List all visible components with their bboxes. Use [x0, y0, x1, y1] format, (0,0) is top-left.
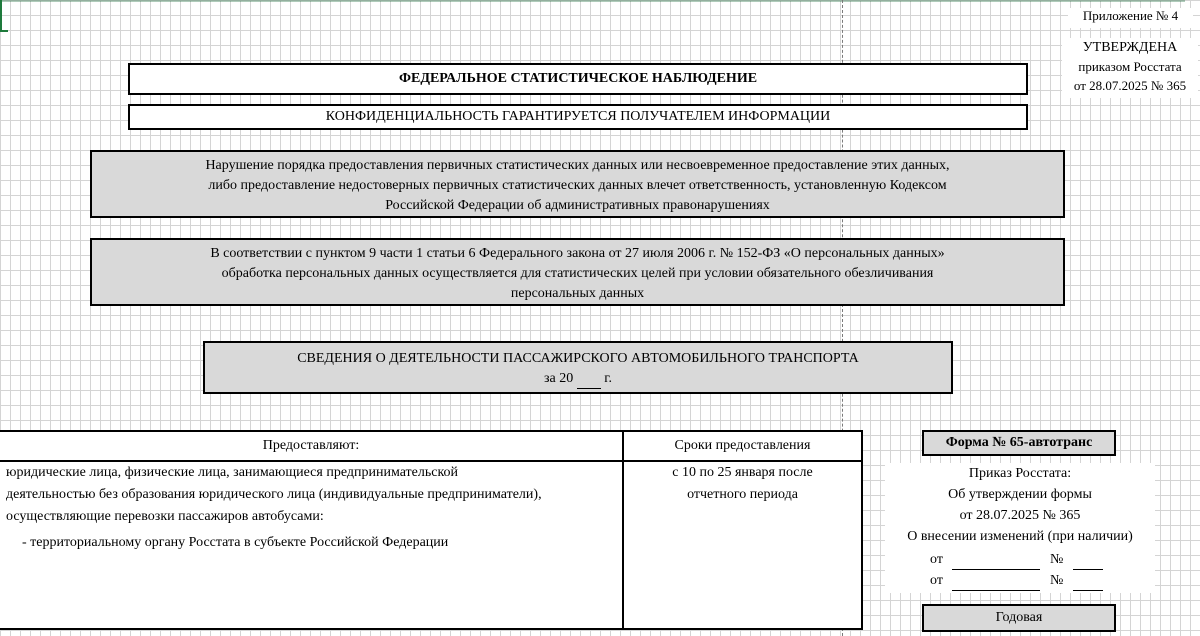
approval-date: от 28.07.2025 № 365 — [1073, 78, 1187, 93]
periodicity: Годовая — [922, 604, 1116, 632]
submitters-cell — [0, 460, 624, 630]
change-date-input[interactable] — [952, 552, 1040, 570]
personal-data-line: обработка персональных данных осуществляется для статистических целей при условии обязательного обезличивания — [221, 266, 934, 281]
submitter-line: юридические лица, физические лица, занимающиеся предпринимательской — [6, 465, 459, 480]
change-number-input[interactable] — [1073, 573, 1103, 591]
order-label: Приказ Росстата: — [968, 466, 1072, 481]
approval-block — [1062, 38, 1198, 98]
report-title: СВЕДЕНИЯ О ДЕЯТЕЛЬНОСТИ ПАССАЖИРСКОГО АВТОМОБИЛЬНОГО ТРАНСПОРТА — [297, 351, 859, 366]
recipient-line: - территориальному органу Росстата в субъекте Российской Федерации — [22, 535, 449, 550]
period-prefix: за 20 — [544, 371, 574, 386]
approval-label: Об утверждении формы — [948, 487, 1092, 502]
deadline-cell — [622, 460, 863, 630]
change-from-label: от — [930, 552, 943, 567]
approval-order: приказом Росстата — [1078, 59, 1182, 74]
personal-data-notice — [90, 238, 1065, 306]
violation-notice — [90, 150, 1065, 218]
submitter-line: осуществляющие перевозки пассажиров автобусами: — [6, 509, 324, 524]
violation-line: либо предоставление недостоверных первичных статистических данных влечет ответственность, установленную Кодексом — [208, 178, 947, 193]
cell-selection-marker — [0, 0, 8, 32]
deadline-line: отчетного периода — [687, 487, 798, 502]
submitter-line: деятельностью без образования юридического лица (индивидуальные предприниматели), — [6, 487, 542, 502]
change-number-label: № — [1049, 552, 1064, 567]
change-from-label: от — [930, 573, 943, 588]
year-input[interactable] — [577, 372, 601, 389]
change-number-label: № — [1049, 573, 1064, 588]
change-row — [885, 570, 1155, 591]
report-title-box — [203, 341, 953, 394]
form-number: Форма № 65-автотранс — [922, 430, 1116, 456]
top-border-line — [0, 0, 1185, 2]
change-date-input[interactable] — [952, 573, 1040, 591]
violation-line: Нарушение порядка предоставления первичных статистических данных или несвоевременное предоставление этих данных, — [205, 158, 950, 173]
submitters-table — [0, 430, 863, 630]
changes-label: О внесении изменений (при наличии) — [907, 529, 1133, 544]
period-suffix: г. — [604, 371, 612, 386]
approval-date-form: от 28.07.2025 № 365 — [959, 508, 1081, 523]
personal-data-line: персональных данных — [510, 286, 645, 301]
change-number-input[interactable] — [1073, 552, 1103, 570]
deadline-line: с 10 по 25 января после — [672, 465, 813, 480]
personal-data-line: В соответствии с пунктом 9 части 1 статьи 6 Федерального закона от 27 июля 2006 г. № 152-ФЗ «О персональных данных» — [210, 246, 945, 261]
appendix-label: Приложение № 4 — [1068, 8, 1193, 28]
change-row — [885, 549, 1155, 570]
confidentiality-notice: КОНФИДЕНЦИАЛЬНОСТЬ ГАРАНТИРУЕТСЯ ПОЛУЧАТЕЛЕМ ИНФОРМАЦИИ — [128, 104, 1028, 130]
deadlines-header: Сроки предоставления — [622, 430, 863, 462]
form-order-block — [885, 463, 1155, 593]
violation-line: Российской Федерации об административных правонарушениях — [385, 198, 770, 213]
approved-text: УТВЕРЖДЕНА — [1082, 40, 1178, 55]
federal-observation-title: ФЕДЕРАЛЬНОЕ СТАТИСТИЧЕСКОЕ НАБЛЮДЕНИЕ — [128, 63, 1028, 95]
submitters-header: Предоставляют: — [0, 430, 624, 462]
report-period — [205, 369, 951, 389]
